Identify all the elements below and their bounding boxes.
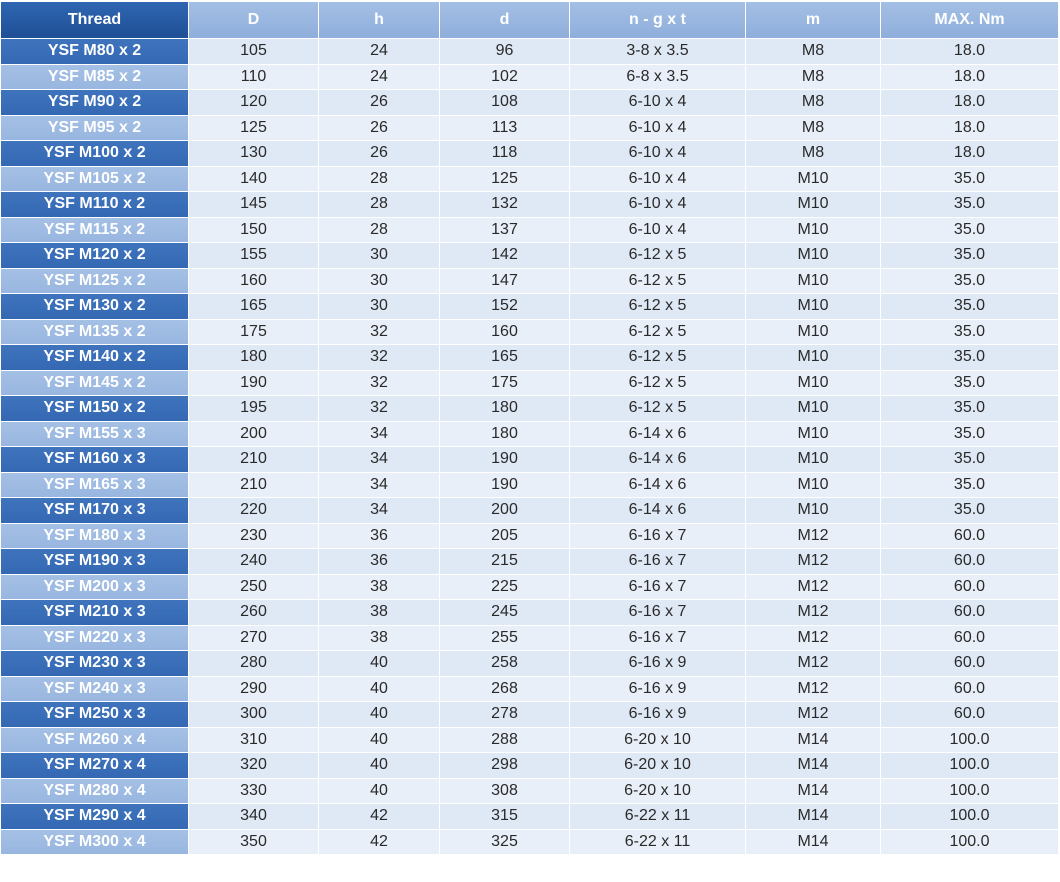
cell-h: 26: [319, 141, 440, 167]
cell-d: 175: [440, 371, 570, 397]
cell-D: 310: [189, 728, 319, 754]
cell-max-nm: 35.0: [881, 218, 1058, 244]
cell-m: M14: [746, 830, 881, 856]
cell-max-nm: 60.0: [881, 524, 1058, 550]
cell-n-g-x-t: 6-22 x 11: [570, 830, 746, 856]
cell-h: 30: [319, 294, 440, 320]
cell-d: 288: [440, 728, 570, 754]
cell-n-g-x-t: 6-10 x 4: [570, 90, 746, 116]
cell-n-g-x-t: 3-8 x 3.5: [570, 39, 746, 65]
cell-n-g-x-t: 6-20 x 10: [570, 779, 746, 805]
table-row: [1, 243, 1058, 269]
cell-D: 270: [189, 626, 319, 652]
cell-h: 34: [319, 422, 440, 448]
cell-d: 102: [440, 65, 570, 91]
cell-thread: YSF M190 x 3: [1, 549, 189, 575]
cell-d: 308: [440, 779, 570, 805]
cell-thread: YSF M170 x 3: [1, 498, 189, 524]
cell-thread: YSF M155 x 3: [1, 422, 189, 448]
cell-h: 28: [319, 167, 440, 193]
cell-h: 32: [319, 320, 440, 346]
cell-d: 125: [440, 167, 570, 193]
cell-n-g-x-t: 6-12 x 5: [570, 320, 746, 346]
table-row: [1, 753, 1058, 779]
cell-D: 120: [189, 90, 319, 116]
table-row: [1, 192, 1058, 218]
table-row: [1, 600, 1058, 626]
cell-m: M14: [746, 753, 881, 779]
cell-n-g-x-t: 6-20 x 10: [570, 753, 746, 779]
cell-D: 320: [189, 753, 319, 779]
cell-h: 32: [319, 396, 440, 422]
cell-n-g-x-t: 6-16 x 9: [570, 702, 746, 728]
cell-n-g-x-t: 6-16 x 7: [570, 549, 746, 575]
table-row: [1, 141, 1058, 167]
cell-d: 132: [440, 192, 570, 218]
cell-m: M14: [746, 779, 881, 805]
cell-max-nm: 18.0: [881, 39, 1058, 65]
cell-d: 258: [440, 651, 570, 677]
cell-m: M10: [746, 396, 881, 422]
cell-h: 38: [319, 600, 440, 626]
cell-m: M12: [746, 651, 881, 677]
cell-max-nm: 100.0: [881, 830, 1058, 856]
cell-max-nm: 60.0: [881, 702, 1058, 728]
cell-h: 30: [319, 243, 440, 269]
cell-thread: YSF M140 x 2: [1, 345, 189, 371]
cell-max-nm: 35.0: [881, 371, 1058, 397]
table-row: [1, 549, 1058, 575]
cell-m: M8: [746, 90, 881, 116]
cell-h: 32: [319, 345, 440, 371]
cell-n-g-x-t: 6-14 x 6: [570, 447, 746, 473]
cell-D: 145: [189, 192, 319, 218]
table-row: [1, 677, 1058, 703]
cell-n-g-x-t: 6-16 x 7: [570, 575, 746, 601]
cell-D: 260: [189, 600, 319, 626]
cell-m: M10: [746, 498, 881, 524]
cell-max-nm: 35.0: [881, 473, 1058, 499]
cell-m: M12: [746, 626, 881, 652]
cell-h: 38: [319, 626, 440, 652]
cell-d: 108: [440, 90, 570, 116]
cell-thread: YSF M105 x 2: [1, 167, 189, 193]
cell-m: M14: [746, 804, 881, 830]
cell-max-nm: 100.0: [881, 779, 1058, 805]
cell-max-nm: 35.0: [881, 422, 1058, 448]
cell-d: 96: [440, 39, 570, 65]
cell-d: 325: [440, 830, 570, 856]
cell-D: 195: [189, 396, 319, 422]
cell-h: 40: [319, 702, 440, 728]
cell-thread: YSF M230 x 3: [1, 651, 189, 677]
cell-d: 200: [440, 498, 570, 524]
cell-thread: YSF M250 x 3: [1, 702, 189, 728]
cell-d: 160: [440, 320, 570, 346]
cell-thread: YSF M90 x 2: [1, 90, 189, 116]
cell-n-g-x-t: 6-12 x 5: [570, 396, 746, 422]
cell-thread: YSF M210 x 3: [1, 600, 189, 626]
cell-m: M10: [746, 345, 881, 371]
cell-thread: YSF M145 x 2: [1, 371, 189, 397]
cell-D: 340: [189, 804, 319, 830]
cell-thread: YSF M125 x 2: [1, 269, 189, 295]
cell-d: 190: [440, 447, 570, 473]
cell-m: M8: [746, 39, 881, 65]
cell-max-nm: 35.0: [881, 243, 1058, 269]
cell-d: 137: [440, 218, 570, 244]
cell-m: M10: [746, 218, 881, 244]
cell-max-nm: 35.0: [881, 447, 1058, 473]
cell-thread: YSF M165 x 3: [1, 473, 189, 499]
table-row: [1, 320, 1058, 346]
cell-h: 40: [319, 651, 440, 677]
cell-h: 42: [319, 804, 440, 830]
cell-thread: YSF M240 x 3: [1, 677, 189, 703]
cell-thread: YSF M115 x 2: [1, 218, 189, 244]
cell-n-g-x-t: 6-16 x 7: [570, 626, 746, 652]
cell-D: 240: [189, 549, 319, 575]
table-row: [1, 524, 1058, 550]
cell-thread: YSF M110 x 2: [1, 192, 189, 218]
cell-D: 125: [189, 116, 319, 142]
cell-D: 160: [189, 269, 319, 295]
cell-thread: YSF M130 x 2: [1, 294, 189, 320]
cell-h: 36: [319, 524, 440, 550]
cell-d: 215: [440, 549, 570, 575]
cell-D: 210: [189, 447, 319, 473]
cell-thread: YSF M180 x 3: [1, 524, 189, 550]
cell-max-nm: 35.0: [881, 396, 1058, 422]
table-row: [1, 218, 1058, 244]
cell-n-g-x-t: 6-10 x 4: [570, 218, 746, 244]
cell-h: 24: [319, 39, 440, 65]
cell-D: 175: [189, 320, 319, 346]
cell-h: 32: [319, 371, 440, 397]
cell-m: M10: [746, 320, 881, 346]
cell-h: 26: [319, 116, 440, 142]
cell-D: 290: [189, 677, 319, 703]
cell-max-nm: 60.0: [881, 575, 1058, 601]
cell-thread: YSF M300 x 4: [1, 830, 189, 856]
cell-D: 250: [189, 575, 319, 601]
cell-n-g-x-t: 6-22 x 11: [570, 804, 746, 830]
cell-d: 147: [440, 269, 570, 295]
cell-n-g-x-t: 6-14 x 6: [570, 498, 746, 524]
cell-n-g-x-t: 6-12 x 5: [570, 269, 746, 295]
cell-d: 278: [440, 702, 570, 728]
cell-max-nm: 100.0: [881, 728, 1058, 754]
cell-thread: YSF M220 x 3: [1, 626, 189, 652]
cell-m: M8: [746, 141, 881, 167]
table-row: [1, 804, 1058, 830]
cell-max-nm: 18.0: [881, 141, 1058, 167]
table-row: [1, 39, 1058, 65]
cell-h: 28: [319, 218, 440, 244]
table-row: [1, 447, 1058, 473]
header-max-nm: MAX. Nm: [881, 2, 1058, 39]
cell-D: 155: [189, 243, 319, 269]
cell-thread: YSF M150 x 2: [1, 396, 189, 422]
cell-D: 105: [189, 39, 319, 65]
header-D: D: [189, 2, 319, 39]
cell-max-nm: 18.0: [881, 65, 1058, 91]
cell-D: 150: [189, 218, 319, 244]
cell-m: M10: [746, 294, 881, 320]
table-row: [1, 396, 1058, 422]
table-row: [1, 167, 1058, 193]
cell-D: 130: [189, 141, 319, 167]
header-d: d: [440, 2, 570, 39]
cell-n-g-x-t: 6-12 x 5: [570, 294, 746, 320]
cell-max-nm: 35.0: [881, 320, 1058, 346]
cell-h: 36: [319, 549, 440, 575]
cell-d: 142: [440, 243, 570, 269]
cell-D: 190: [189, 371, 319, 397]
cell-n-g-x-t: 6-8 x 3.5: [570, 65, 746, 91]
cell-d: 165: [440, 345, 570, 371]
cell-m: M10: [746, 192, 881, 218]
cell-d: 152: [440, 294, 570, 320]
cell-max-nm: 35.0: [881, 269, 1058, 295]
cell-m: M12: [746, 549, 881, 575]
cell-n-g-x-t: 6-16 x 9: [570, 677, 746, 703]
cell-d: 268: [440, 677, 570, 703]
header-n-g-x-t: n - g x t: [570, 2, 746, 39]
cell-max-nm: 18.0: [881, 90, 1058, 116]
cell-n-g-x-t: 6-16 x 7: [570, 600, 746, 626]
cell-m: M10: [746, 167, 881, 193]
cell-m: M10: [746, 447, 881, 473]
cell-max-nm: 60.0: [881, 600, 1058, 626]
cell-D: 180: [189, 345, 319, 371]
cell-d: 190: [440, 473, 570, 499]
spec-table: [1, 2, 1058, 855]
cell-D: 110: [189, 65, 319, 91]
table-row: [1, 575, 1058, 601]
cell-d: 225: [440, 575, 570, 601]
table-row: [1, 498, 1058, 524]
cell-h: 40: [319, 677, 440, 703]
cell-thread: YSF M95 x 2: [1, 116, 189, 142]
cell-d: 255: [440, 626, 570, 652]
cell-max-nm: 35.0: [881, 345, 1058, 371]
cell-m: M8: [746, 116, 881, 142]
cell-h: 34: [319, 498, 440, 524]
cell-max-nm: 60.0: [881, 549, 1058, 575]
cell-h: 42: [319, 830, 440, 856]
table-row: [1, 702, 1058, 728]
cell-D: 200: [189, 422, 319, 448]
cell-max-nm: 35.0: [881, 498, 1058, 524]
cell-n-g-x-t: 6-12 x 5: [570, 243, 746, 269]
cell-n-g-x-t: 6-14 x 6: [570, 473, 746, 499]
cell-D: 165: [189, 294, 319, 320]
cell-d: 113: [440, 116, 570, 142]
cell-h: 40: [319, 753, 440, 779]
cell-d: 205: [440, 524, 570, 550]
table-row: [1, 269, 1058, 295]
cell-m: M10: [746, 371, 881, 397]
cell-m: M10: [746, 269, 881, 295]
cell-thread: YSF M135 x 2: [1, 320, 189, 346]
header-thread: Thread: [1, 2, 189, 39]
cell-D: 330: [189, 779, 319, 805]
cell-max-nm: 35.0: [881, 167, 1058, 193]
cell-D: 350: [189, 830, 319, 856]
cell-n-g-x-t: 6-10 x 4: [570, 116, 746, 142]
cell-n-g-x-t: 6-12 x 5: [570, 371, 746, 397]
table-row: [1, 345, 1058, 371]
cell-thread: YSF M260 x 4: [1, 728, 189, 754]
cell-m: M12: [746, 575, 881, 601]
cell-m: M12: [746, 677, 881, 703]
cell-h: 34: [319, 447, 440, 473]
table-row: [1, 473, 1058, 499]
table-row: [1, 779, 1058, 805]
cell-m: M10: [746, 422, 881, 448]
cell-n-g-x-t: 6-20 x 10: [570, 728, 746, 754]
cell-h: 40: [319, 779, 440, 805]
cell-d: 245: [440, 600, 570, 626]
cell-thread: YSF M290 x 4: [1, 804, 189, 830]
cell-n-g-x-t: 6-10 x 4: [570, 167, 746, 193]
table-row: [1, 294, 1058, 320]
cell-D: 220: [189, 498, 319, 524]
cell-D: 300: [189, 702, 319, 728]
cell-h: 30: [319, 269, 440, 295]
cell-max-nm: 60.0: [881, 626, 1058, 652]
cell-h: 34: [319, 473, 440, 499]
cell-h: 28: [319, 192, 440, 218]
cell-h: 24: [319, 65, 440, 91]
cell-n-g-x-t: 6-14 x 6: [570, 422, 746, 448]
cell-h: 26: [319, 90, 440, 116]
cell-thread: YSF M85 x 2: [1, 65, 189, 91]
cell-thread: YSF M80 x 2: [1, 39, 189, 65]
cell-thread: YSF M270 x 4: [1, 753, 189, 779]
header-h: h: [319, 2, 440, 39]
header-m: m: [746, 2, 881, 39]
cell-h: 38: [319, 575, 440, 601]
cell-max-nm: 100.0: [881, 753, 1058, 779]
table-row: [1, 422, 1058, 448]
cell-m: M12: [746, 702, 881, 728]
header-row: [1, 2, 1058, 39]
cell-thread: YSF M160 x 3: [1, 447, 189, 473]
cell-n-g-x-t: 6-10 x 4: [570, 192, 746, 218]
cell-d: 118: [440, 141, 570, 167]
cell-thread: YSF M200 x 3: [1, 575, 189, 601]
cell-m: M10: [746, 473, 881, 499]
cell-n-g-x-t: 6-10 x 4: [570, 141, 746, 167]
table-row: [1, 65, 1058, 91]
cell-D: 140: [189, 167, 319, 193]
cell-max-nm: 18.0: [881, 116, 1058, 142]
table-row: [1, 90, 1058, 116]
cell-m: M12: [746, 600, 881, 626]
cell-m: M10: [746, 243, 881, 269]
cell-d: 315: [440, 804, 570, 830]
cell-thread: YSF M100 x 2: [1, 141, 189, 167]
cell-d: 180: [440, 422, 570, 448]
cell-m: M14: [746, 728, 881, 754]
cell-max-nm: 35.0: [881, 294, 1058, 320]
cell-D: 210: [189, 473, 319, 499]
cell-D: 280: [189, 651, 319, 677]
cell-m: M8: [746, 65, 881, 91]
table-row: [1, 651, 1058, 677]
table-row: [1, 371, 1058, 397]
cell-max-nm: 60.0: [881, 677, 1058, 703]
cell-n-g-x-t: 6-12 x 5: [570, 345, 746, 371]
cell-n-g-x-t: 6-16 x 7: [570, 524, 746, 550]
cell-d: 180: [440, 396, 570, 422]
table-row: [1, 830, 1058, 856]
cell-thread: YSF M120 x 2: [1, 243, 189, 269]
cell-max-nm: 35.0: [881, 192, 1058, 218]
table-row: [1, 626, 1058, 652]
table-row: [1, 728, 1058, 754]
cell-thread: YSF M280 x 4: [1, 779, 189, 805]
cell-m: M12: [746, 524, 881, 550]
cell-n-g-x-t: 6-16 x 9: [570, 651, 746, 677]
cell-max-nm: 60.0: [881, 651, 1058, 677]
table-header: [1, 2, 1058, 39]
table-body: [1, 39, 1058, 855]
table-row: [1, 116, 1058, 142]
cell-d: 298: [440, 753, 570, 779]
cell-h: 40: [319, 728, 440, 754]
cell-max-nm: 100.0: [881, 804, 1058, 830]
cell-D: 230: [189, 524, 319, 550]
